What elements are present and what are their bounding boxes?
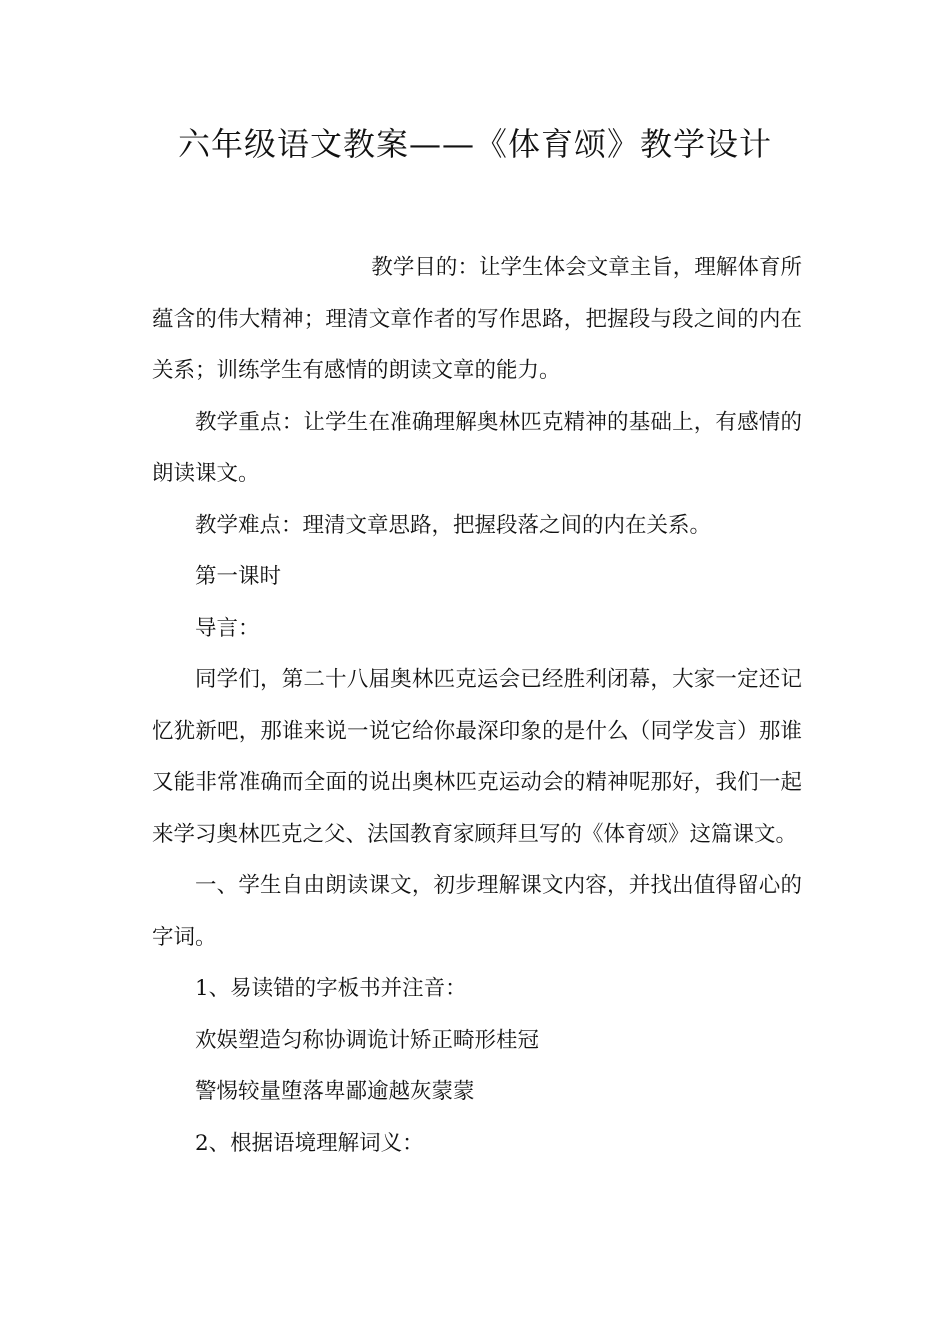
paragraph-step-one: 一、学生自由朗读课文，初步理解课文内容，并找出值得留心的字词。 xyxy=(152,873,802,950)
paragraph-first-lesson: 第一课时 xyxy=(195,564,282,589)
document-title: 六年级语文教案——《体育颂》教学设计 xyxy=(177,125,772,163)
paragraph-introduction: 同学们，第二十八届奥林匹克运会已经胜利闭幕，大家一定还记忆犹新吧，那谁来说一说它给你最深印象的是什么（同学发言）那谁又能非常准确而全面的说出奥林匹克运动会的精神呢那好，我们一起来学习奥林匹克之父、法国教育家顾拜旦写的《体育颂》这篇课文。 xyxy=(152,667,802,847)
paragraph-teaching-objectives: 教学目的：让学生体会文章主旨，理解体育所蕴含的伟大精神；理清文章作者的写作思路，把握段与段之间的内在关系；训练学生有感情的朗读文章的能力。 xyxy=(152,255,802,383)
paragraph-teaching-difficulty: 教学难点：理清文章思路，把握段落之间的内在关系。 xyxy=(195,512,712,538)
paragraph-teaching-focus: 教学重点：让学生在准确理解奥林匹克精神的基础上，有感情的朗读课文。 xyxy=(152,409,802,486)
paragraph-item-two: 2、根据语境理解词义： xyxy=(195,1130,424,1156)
paragraph-word-list-one: 欢娱塑造匀称协调诡计矫正畸形桂冠 xyxy=(195,1027,540,1053)
paragraph-word-list-two: 警惕较量堕落卑鄙逾越灰蒙蒙 xyxy=(195,1079,475,1104)
paragraph-item-one: 1、易读错的字板书并注音： xyxy=(195,976,467,1001)
paragraph-introduction-heading: 导言： xyxy=(195,615,260,641)
document-body xyxy=(152,242,802,1169)
